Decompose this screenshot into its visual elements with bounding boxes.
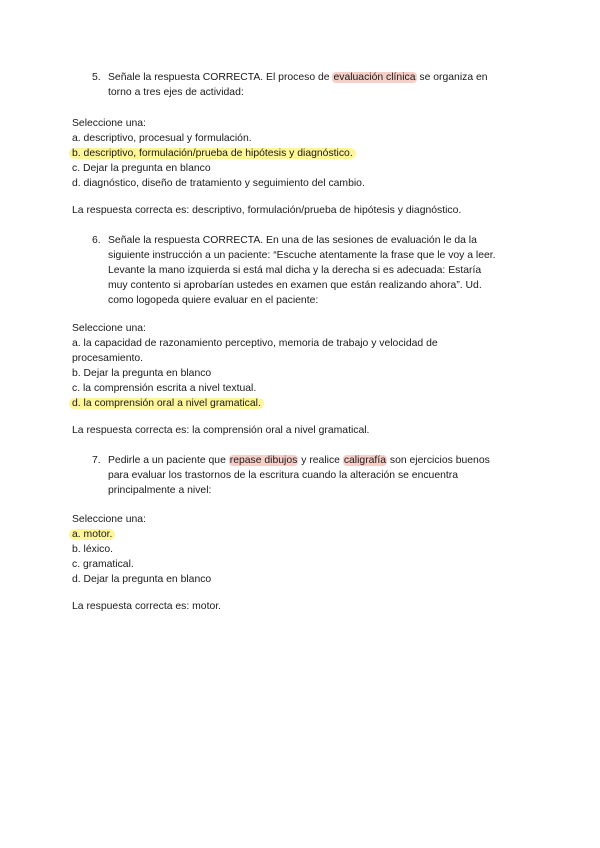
highlight-evaluacion-clinica: evaluación clínica — [333, 72, 416, 83]
option-d: d. diagnóstico, diseño de tratamiento y seguimiento del cambio. — [72, 178, 365, 189]
option-d: d. Dejar la pregunta en blanco — [72, 574, 212, 585]
option-a-cont: procesamiento. — [72, 353, 144, 364]
options-5 — [72, 116, 552, 191]
question-number: 6. — [92, 235, 101, 246]
correct-answer-7: La respuesta correcta es: motor. — [72, 601, 222, 612]
highlight-repase-dibujos: repase dibujos — [229, 455, 298, 466]
correct-answer-5: La respuesta correcta es: descriptivo, formulación/prueba de hipótesis y diagnóstico. — [72, 205, 462, 216]
select-label: Seleccione una: — [72, 514, 146, 525]
options-7 — [72, 512, 552, 587]
correct-option-highlight: a. motor. — [69, 529, 115, 540]
correct-option-highlight: b. descriptivo, formulación/prueba de hipótesis y diagnóstico. — [69, 148, 356, 159]
option-d — [72, 396, 552, 411]
option-a: a. descriptivo, procesual y formulación. — [72, 133, 252, 144]
option-a: a. la capacidad de razonamiento perceptivo, memoria de trabajo y velocidad de — [72, 338, 438, 349]
highlight-caligrafia: caligrafía — [343, 455, 386, 466]
select-label: Seleccione una: — [72, 323, 146, 334]
correct-answer-6: La respuesta correcta es: la comprensión oral a nivel gramatical. — [72, 425, 370, 436]
option-b: b. léxico. — [72, 544, 114, 555]
question-text: Señale la respuesta CORRECTA. En una de las sesiones de evaluación le da la siguiente instrucción a un paciente: “Escuche atentamente la frase que le voy a leer. Levante la mano izquierda si está mal dicha y la derecha si es adecuada: Estaría muy contento si aprobarían ustedes en examen que están realizando ahora”. Ud. como logopeda quiere evaluar en el paciente: — [108, 235, 496, 306]
question-number: 5. — [92, 72, 101, 83]
option-b — [72, 146, 552, 161]
question-number: 7. — [92, 455, 101, 466]
option-c: c. la comprensión escrita a nivel textual. — [72, 383, 257, 394]
option-b: b. Dejar la pregunta en blanco — [72, 368, 212, 379]
option-c: c. gramatical. — [72, 559, 134, 570]
select-label: Seleccione una: — [72, 118, 146, 129]
option-c: c. Dejar la pregunta en blanco — [72, 163, 211, 174]
question-text: Señale la respuesta CORRECTA. El proceso de evaluación clínica se organiza en torno a tres ejes de actividad: — [108, 72, 488, 98]
options-6 — [72, 321, 552, 411]
question-text: Pedirle a un paciente que repase dibujos y realice caligrafía son ejercicios buenos para evaluar los trastornos de la escritura cuando la alteración se encuentra principalmente a nivel: — [108, 455, 490, 496]
correct-option-highlight: d. la comprensión oral a nivel gramatical. — [69, 398, 264, 409]
option-a — [72, 527, 552, 542]
